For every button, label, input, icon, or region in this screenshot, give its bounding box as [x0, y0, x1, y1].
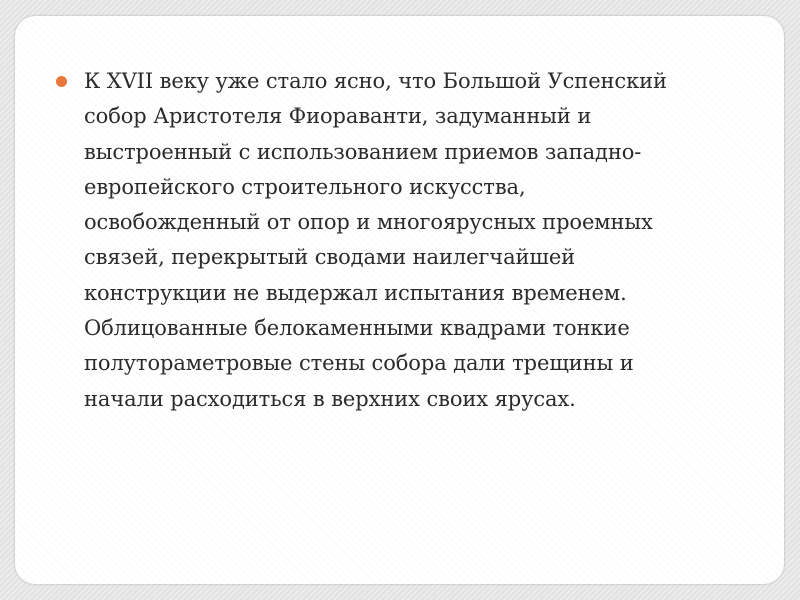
text-line: связей, перекрытый сводами наилегчайшей [84, 245, 576, 270]
bullet-dot-icon [56, 76, 67, 87]
bullet-paragraph [84, 64, 737, 417]
text-line: начали расходиться в верхних своих ярусах. [84, 386, 576, 411]
text-line: полутораметровые стены собора дали трещины и [84, 351, 634, 376]
text-line: Облицованные белокаменными квадрами тонкие [84, 316, 630, 341]
text-line: собор Аристотеля Фиораванти, задуманный и [84, 104, 592, 129]
text-line: европейского строительного искусства, [84, 174, 526, 199]
bullet-item [57, 64, 737, 417]
slide-card [15, 16, 784, 584]
text-line: выстроенный с использованием приемов западно- [84, 139, 642, 164]
text-line: освобожденный от опор и многоярусных проемных [84, 210, 653, 235]
text-line: конструкции не выдержал испытания временем. [84, 280, 627, 305]
text-line: К XVII веку уже стало ясно, что Большой Успенский [84, 69, 667, 93]
